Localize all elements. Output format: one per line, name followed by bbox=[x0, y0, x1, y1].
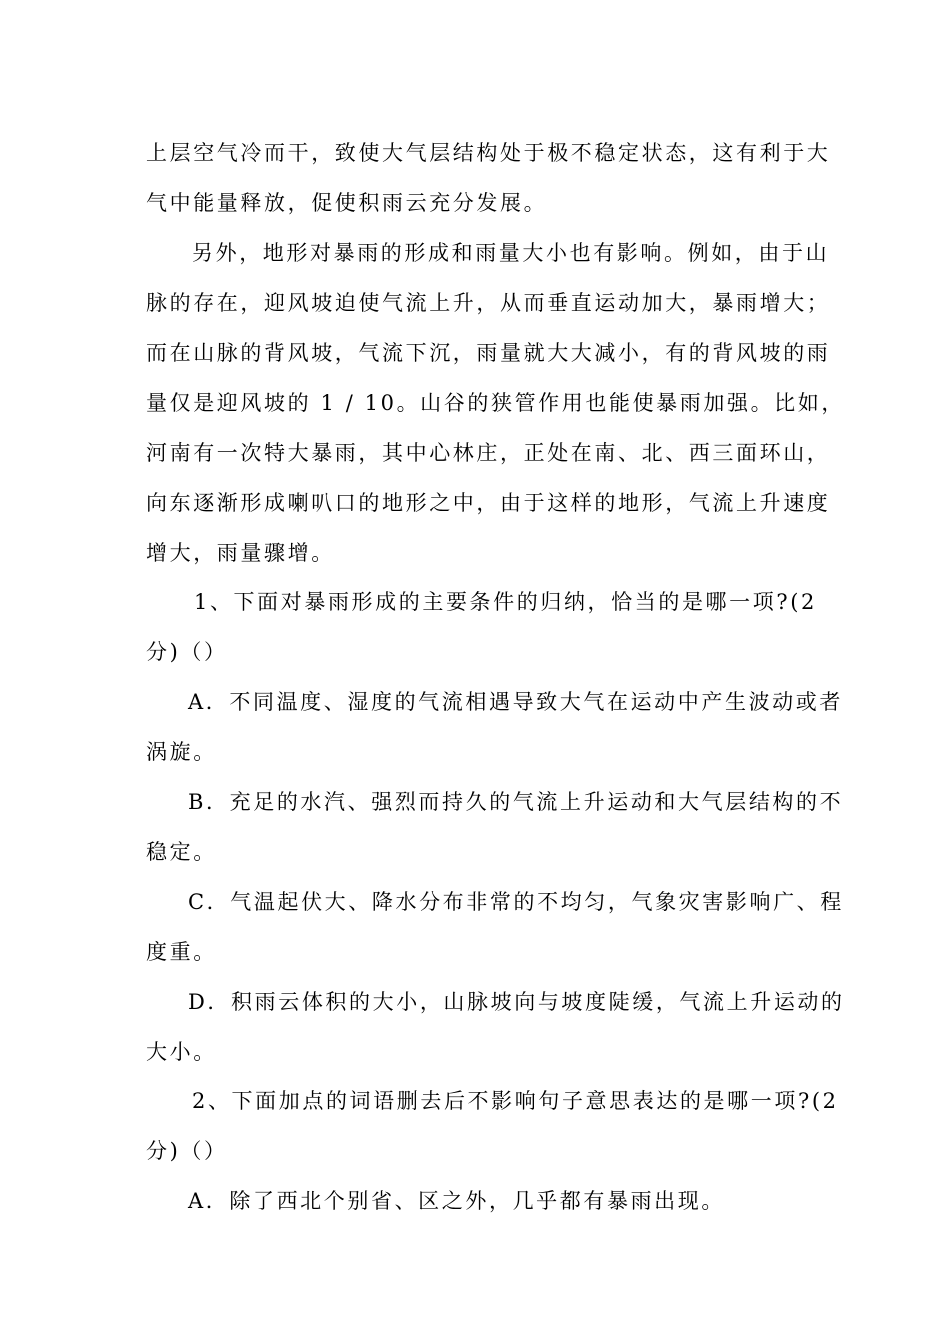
text-line: 而在山脉的背风坡，气流下沉，雨量就大大减小，有的背风坡的雨 bbox=[146, 341, 831, 365]
option-a-continuation: 涡旋。 bbox=[146, 740, 217, 764]
option-c-line: C．气温起伏大、降水分布非常的不均匀，气象灾害影响广、程 bbox=[188, 890, 844, 914]
option-a-line: A．不同温度、湿度的气流相遇导致大气在运动中产生波动或者 bbox=[188, 690, 843, 714]
question-2-option-a: A．除了西北个别省、区之外，几乎都有暴雨出现。 bbox=[188, 1189, 725, 1213]
option-d-continuation: 大小。 bbox=[146, 1040, 217, 1064]
question-2-line: 2、下面加点的词语删去后不影响句子意思表达的是哪一项?(2 bbox=[192, 1089, 839, 1113]
text-line: 脉的存在，迎风坡迫使气流上升，从而垂直运动加大，暴雨增大； bbox=[146, 291, 831, 315]
text-line: 向东逐渐形成喇叭口的地形之中，由于这样的地形，气流上升速度 bbox=[146, 491, 831, 515]
question-2-points: 分)（） bbox=[146, 1139, 228, 1163]
question-1-line: 1、下面对暴雨形成的主要条件的归纳，恰当的是哪一项?(2 bbox=[194, 590, 817, 614]
option-c-continuation: 度重。 bbox=[146, 940, 217, 964]
text-line: 上层空气冷而干，致使大气层结构处于极不稳定状态，这有利于大 bbox=[146, 141, 831, 165]
option-d-line: D．积雨云体积的大小，山脉坡向与坡度陡缓，气流上升运动的 bbox=[188, 990, 845, 1014]
text-line: 气中能量释放，促使积雨云充分发展。 bbox=[146, 191, 548, 215]
text-line: 增大，雨量骤增。 bbox=[146, 541, 335, 565]
text-line: 河南有一次特大暴雨，其中心林庄，正处在南、北、西三面环山， bbox=[146, 441, 831, 465]
paragraph-start-line: 另外，地形对暴雨的形成和雨量大小也有影响。例如，由于山 bbox=[192, 241, 830, 265]
option-b-continuation: 稳定。 bbox=[146, 840, 217, 864]
text-line: 量仅是迎风坡的 1 / 10。山谷的狭管作用也能使暴雨加强。比如， bbox=[146, 391, 845, 415]
option-b-line: B．充足的水汽、强烈而持久的气流上升运动和大气层结构的不 bbox=[188, 790, 844, 814]
question-1-points: 分)（） bbox=[146, 640, 228, 664]
